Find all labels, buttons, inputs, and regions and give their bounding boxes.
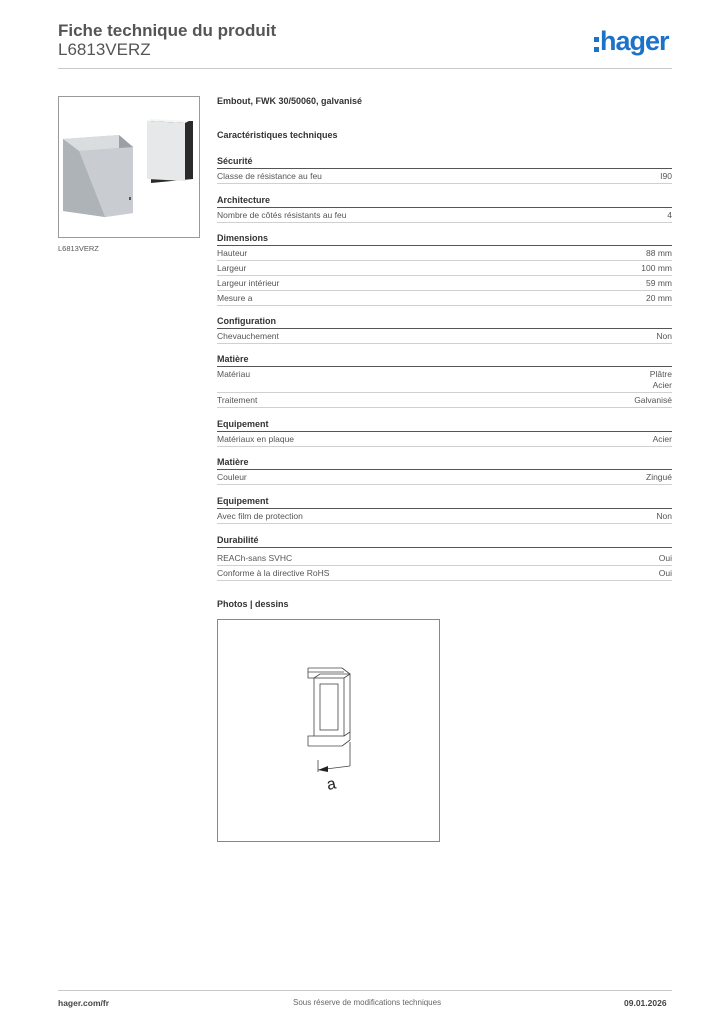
spec-value: 20 mm [646, 293, 672, 303]
section-configuration [217, 316, 672, 344]
section-durabilite [217, 535, 672, 581]
header-divider [58, 68, 672, 69]
technical-drawing [217, 619, 440, 842]
section-matiere-couleur [217, 457, 672, 485]
spec-row [217, 509, 672, 524]
specs-heading: Caractéristiques techniques [217, 130, 338, 140]
spec-row [217, 470, 672, 485]
footer-date: 09.01.2026 [624, 998, 667, 1008]
product-description: Embout, FWK 30/50060, galvanisé [217, 96, 363, 106]
section-equipement [217, 419, 672, 447]
spec-value: 59 mm [646, 278, 672, 288]
section-title: Matière [217, 354, 672, 367]
spec-value: 88 mm [646, 248, 672, 258]
logo-text: hager [600, 26, 669, 56]
spec-value: Non [656, 331, 672, 341]
photos-heading: Photos | dessins [217, 599, 289, 609]
photo-caption: L6813VERZ [58, 244, 99, 253]
section-title: Architecture [217, 195, 672, 208]
footer-divider [58, 990, 672, 991]
hager-logo[interactable] [594, 26, 669, 56]
section-matiere [217, 354, 672, 408]
section-title: Matière [217, 457, 672, 470]
spec-value-line: Acier [652, 380, 672, 390]
technical-drawing-image [218, 620, 439, 841]
section-dimensions [217, 233, 672, 306]
dimension-label: a [325, 775, 338, 794]
spec-row [217, 367, 672, 393]
spec-label: Hauteur [217, 248, 248, 258]
spec-label: Conforme à la directive RoHS [217, 568, 330, 578]
spec-label: Avec film de protection [217, 511, 303, 521]
spec-label: Couleur [217, 472, 247, 482]
section-title: Equipement [217, 419, 672, 432]
spec-label: Chevauchement [217, 331, 279, 341]
spec-label: Traitement [217, 395, 258, 405]
footer-disclaimer: Sous réserve de modifications techniques [293, 998, 442, 1007]
spec-row [217, 566, 672, 581]
section-title: Durabilité [217, 535, 672, 548]
spec-label: Matériaux en plaque [217, 434, 295, 444]
spec-row [217, 246, 672, 261]
page-title: Fiche technique du produit [58, 21, 277, 40]
product-code: L6813VERZ [58, 40, 151, 59]
section-title: Dimensions [217, 233, 672, 246]
spec-value-line: Plâtre [649, 369, 672, 379]
spec-value [650, 369, 672, 391]
spec-value: Acier [652, 434, 672, 444]
spec-value: Non [656, 511, 672, 521]
spec-label: Mesure a [217, 293, 253, 303]
spec-row [217, 329, 672, 344]
spec-label: Nombre de côtés résistants au feu [217, 210, 347, 220]
product-photo-image [59, 97, 199, 237]
photos-heading-wrap [217, 599, 672, 609]
section-title: Sécurité [217, 156, 672, 169]
spec-row [217, 208, 672, 223]
spec-row [217, 291, 672, 306]
spec-row [217, 261, 672, 276]
spec-label: Matériau [217, 369, 251, 379]
section-title: Equipement [217, 496, 672, 509]
section-architecture [217, 195, 672, 223]
spec-row [217, 276, 672, 291]
spec-label: REACh-sans SVHC [217, 553, 293, 563]
logo-dots-icon [594, 37, 599, 53]
spec-value: Zingué [646, 472, 672, 482]
section-securite [217, 156, 672, 184]
section-equipement-film [217, 496, 672, 524]
section-title: Configuration [217, 316, 672, 329]
spec-row [217, 393, 672, 408]
spec-row [217, 551, 672, 566]
product-photo [58, 96, 200, 238]
spec-label: Classe de résistance au feu [217, 171, 322, 181]
spec-row [217, 432, 672, 447]
spec-value: I90 [660, 171, 672, 181]
spec-value: Oui [658, 553, 672, 563]
spec-value: Oui [658, 568, 672, 578]
spec-value: 4 [667, 210, 672, 220]
footer-website-link[interactable]: hager.com/fr [58, 998, 110, 1008]
spec-value: Galvanisé [634, 395, 672, 405]
spec-row [217, 169, 672, 184]
spec-label: Largeur intérieur [217, 278, 280, 288]
spec-label: Largeur [217, 263, 247, 273]
spec-value: 100 mm [641, 263, 672, 273]
